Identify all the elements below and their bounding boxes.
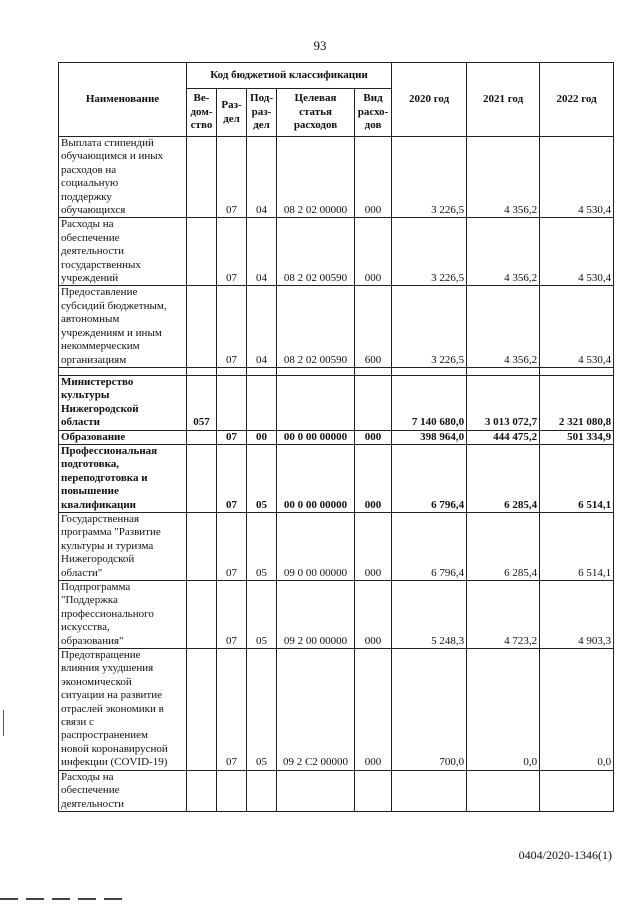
scan-artifact-dashes [0, 898, 130, 900]
cell-razdel: 07 [217, 581, 247, 649]
cell-vid: 000 [355, 430, 392, 444]
header-2020: 2020 год [392, 63, 467, 137]
cell-2020: 5 248,3 [392, 581, 467, 649]
cell-vid [355, 770, 392, 811]
cell-2022: 6 514,1 [540, 444, 614, 512]
cell-vid: 000 [355, 218, 392, 286]
spacer-cell [187, 367, 217, 375]
cell-2021: 444 475,2 [467, 430, 540, 444]
cell-2021: 6 285,4 [467, 444, 540, 512]
cell-razdel: 07 [217, 444, 247, 512]
cell-vid: 000 [355, 444, 392, 512]
cell-2022: 6 514,1 [540, 512, 614, 580]
cell-ved [187, 649, 217, 771]
spacer-cell [217, 367, 247, 375]
cell-name: Предотвращение влияния ухудшения экономической ситуации на развитие отраслей экономики в связи с распространением новой коронавирусной инфекции (COVID-19) [59, 649, 187, 771]
table-row [59, 430, 614, 444]
cell-2021: 6 285,4 [467, 512, 540, 580]
cell-ved [187, 137, 217, 218]
cell-podrazdel: 05 [247, 649, 277, 771]
cell-podrazdel [247, 375, 277, 430]
cell-razdel: 07 [217, 430, 247, 444]
spacer-cell [392, 367, 467, 375]
cell-2020: 7 140 680,0 [392, 375, 467, 430]
cell-name: Выплата стипендий обучающимся и иных расходов на социальную поддержку обучающихся [59, 137, 187, 218]
cell-podrazdel [247, 770, 277, 811]
cell-2020: 6 796,4 [392, 444, 467, 512]
cell-2021: 3 013 072,7 [467, 375, 540, 430]
header-ved: Ве- дом- ство [187, 89, 217, 137]
cell-ved [187, 581, 217, 649]
budget-table [58, 62, 614, 812]
cell-2022 [540, 770, 614, 811]
header-code-group: Код бюджетной классификации [187, 63, 392, 89]
cell-ved [187, 286, 217, 367]
cell-2021: 4 356,2 [467, 286, 540, 367]
table-row [59, 512, 614, 580]
cell-podrazdel: 05 [247, 512, 277, 580]
cell-2021: 4 356,2 [467, 218, 540, 286]
table-row [59, 375, 614, 430]
document-code: 0404/2020-1346(1) [518, 848, 612, 862]
cell-csr [277, 770, 355, 811]
cell-2020: 3 226,5 [392, 218, 467, 286]
cell-csr: 08 2 02 00590 [277, 286, 355, 367]
cell-csr: 00 0 00 00000 [277, 430, 355, 444]
cell-razdel: 07 [217, 218, 247, 286]
cell-vid: 000 [355, 512, 392, 580]
cell-2020: 3 226,5 [392, 137, 467, 218]
cell-podrazdel: 04 [247, 218, 277, 286]
header-2021: 2021 год [467, 63, 540, 137]
header-2022: 2022 год [540, 63, 614, 137]
cell-name: Расходы на обеспечение деятельности [59, 770, 187, 811]
cell-razdel: 07 [217, 512, 247, 580]
cell-2021: 4 356,2 [467, 137, 540, 218]
cell-name: Министерство культуры Нижегородской области [59, 375, 187, 430]
spacer-cell [59, 367, 187, 375]
cell-csr: 09 0 00 00000 [277, 512, 355, 580]
spacer-cell [540, 367, 614, 375]
cell-2022: 4 903,3 [540, 581, 614, 649]
spacer-cell [247, 367, 277, 375]
cell-csr: 08 2 02 00000 [277, 137, 355, 218]
cell-2022: 4 530,4 [540, 286, 614, 367]
cell-podrazdel: 05 [247, 581, 277, 649]
cell-vid [355, 375, 392, 430]
cell-podrazdel: 00 [247, 430, 277, 444]
cell-2021 [467, 770, 540, 811]
cell-razdel: 07 [217, 286, 247, 367]
header-podrazdel: Под- раз- дел [247, 89, 277, 137]
cell-name: Образование [59, 430, 187, 444]
cell-podrazdel: 04 [247, 137, 277, 218]
cell-csr: 09 2 C2 00000 [277, 649, 355, 771]
spacer-cell [355, 367, 392, 375]
cell-2020 [392, 770, 467, 811]
cell-razdel [217, 375, 247, 430]
cell-razdel [217, 770, 247, 811]
cell-ved: 057 [187, 375, 217, 430]
cell-name: Расходы на обеспечение деятельности государственных учреждений [59, 218, 187, 286]
spacer-cell [277, 367, 355, 375]
cell-name: Предоставление субсидий бюджетным, автономным учреждениям и иным некоммерческим организациям [59, 286, 187, 367]
cell-2022: 4 530,4 [540, 218, 614, 286]
cell-ved [187, 770, 217, 811]
table-row [59, 218, 614, 286]
header-csr: Целевая статья расходов [277, 89, 355, 137]
cell-vid: 600 [355, 286, 392, 367]
table-row [59, 770, 614, 811]
cell-razdel: 07 [217, 649, 247, 771]
cell-vid: 000 [355, 581, 392, 649]
cell-2022: 501 334,9 [540, 430, 614, 444]
scan-artifact [3, 710, 4, 736]
table-row [59, 649, 614, 771]
cell-podrazdel: 04 [247, 286, 277, 367]
table-row [59, 286, 614, 367]
cell-ved [187, 444, 217, 512]
cell-vid: 000 [355, 649, 392, 771]
page-number: 93 [313, 38, 327, 53]
header-vid: Вид расхо- дов [355, 89, 392, 137]
cell-2021: 0,0 [467, 649, 540, 771]
table-row [59, 581, 614, 649]
header-razdel: Раз- дел [217, 89, 247, 137]
cell-2020: 398 964,0 [392, 430, 467, 444]
table-row [59, 444, 614, 512]
cell-vid: 000 [355, 137, 392, 218]
cell-csr: 08 2 02 00590 [277, 218, 355, 286]
cell-ved [187, 218, 217, 286]
cell-2022: 0,0 [540, 649, 614, 771]
cell-2020: 6 796,4 [392, 512, 467, 580]
cell-csr [277, 375, 355, 430]
cell-razdel: 07 [217, 137, 247, 218]
cell-podrazdel: 05 [247, 444, 277, 512]
cell-ved [187, 512, 217, 580]
header-name: Наименование [59, 63, 187, 137]
table-row [59, 137, 614, 218]
spacer-row [59, 367, 614, 375]
cell-2020: 3 226,5 [392, 286, 467, 367]
cell-ved [187, 430, 217, 444]
cell-2022: 2 321 080,8 [540, 375, 614, 430]
cell-name: Профессиональная подготовка, переподготовка и повышение квалификации [59, 444, 187, 512]
cell-name: Государственная программа "Развитие культуры и туризма Нижегородской области" [59, 512, 187, 580]
cell-2022: 4 530,4 [540, 137, 614, 218]
cell-csr: 09 2 00 00000 [277, 581, 355, 649]
cell-2020: 700,0 [392, 649, 467, 771]
cell-csr: 00 0 00 00000 [277, 444, 355, 512]
cell-name: Подпрограмма "Поддержка профессионального искусства, образования" [59, 581, 187, 649]
spacer-cell [467, 367, 540, 375]
cell-2021: 4 723,2 [467, 581, 540, 649]
